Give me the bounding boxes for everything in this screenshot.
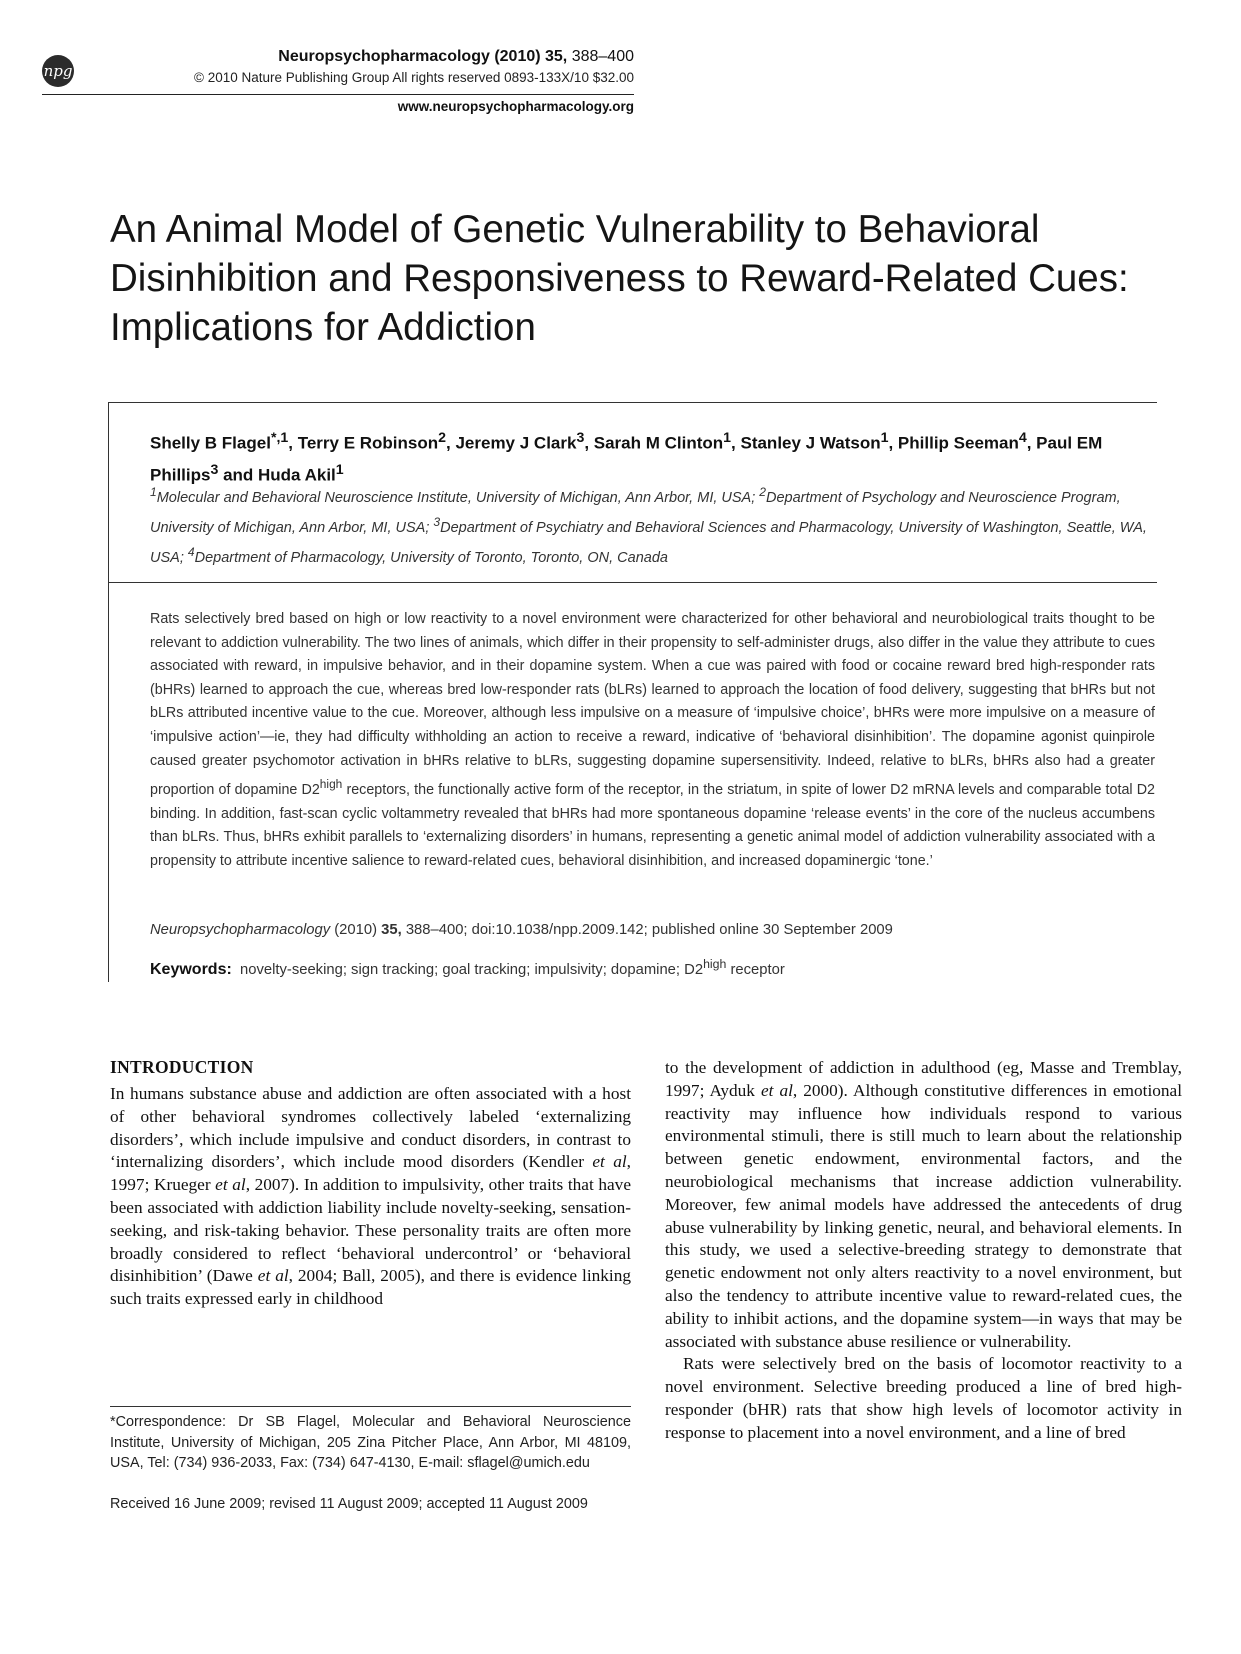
author-affiliation-mark: 3 bbox=[576, 430, 585, 446]
author-affiliation-mark: 1 bbox=[335, 461, 344, 478]
author-affiliation-mark: 4 bbox=[1018, 430, 1027, 446]
superscript: high bbox=[703, 957, 727, 971]
author-affiliation-mark: 1 bbox=[723, 430, 732, 446]
affiliation-text: Molecular and Behavioral Neuroscience Institute, University of Michigan, Ann Arbor, MI, USA; bbox=[156, 489, 760, 506]
abstract-text: Rats selectively bred based on high or low reactivity to a novel environment were characterized for other behavioral and neurobiological traits thought to be relevant to addiction vulnerability. The two lines of animals, which differ in their propensity to self-administer drugs, also differ in the value they attribute to cues associated with reward, in impulsive behavior, and in their dopamine system. When a cue was paired with food or cocaine reward bred high-responder rats (bHRs) learned to approach the cue, whereas bred low-responder rats (bLRs) learned to approach the location of food delivery, suggesting that bHRs but not bLRs attributed incentive value to the cue. Moreover, although less impulsive on a measure of ‘impulsive choice’, bHRs were more impulsive on a measure of ‘impulsive action’—ie, they had difficulty withholding an action to receive a reward, indicative of ‘behavioral disinhibition’. The dopamine agonist quinpirole caused greater psychomotor activation in bHRs relative to bLRs, suggesting dopamine supersensitivity. Indeed, relative to bLRs, bHRs also had a greater proportion of dopamine D2 bbox=[150, 611, 1155, 798]
authors-top-rule bbox=[108, 402, 1157, 403]
affiliation-text: Department of Psychology and Neuroscience Program, University of Michigan, Ann Arbor, MI, USA; bbox=[150, 489, 1121, 536]
authors-bottom-rule bbox=[108, 582, 1157, 583]
author-name: , Phillip Seeman bbox=[888, 433, 1019, 453]
header-rule bbox=[42, 94, 634, 95]
affiliation-text: Department of Pharmacology, University of Toronto, Toronto, ON, Canada bbox=[194, 549, 668, 566]
abstract bbox=[150, 608, 1155, 873]
journal-volume: Neuropsychopharmacology (2010) 35, bbox=[278, 48, 568, 65]
footnote-rule bbox=[110, 1406, 631, 1407]
copyright-line: © 2010 Nature Publishing Group All rights reserved 0893-133X/10 $32.00 bbox=[194, 70, 634, 85]
et-al: et al bbox=[257, 1266, 289, 1286]
journal-url[interactable]: www.neuropsychopharmacology.org bbox=[397, 99, 634, 114]
affiliations bbox=[150, 480, 1155, 569]
citation-journal: Neuropsychopharmacology bbox=[150, 922, 331, 938]
paragraph-text: , 2000). Although constitutive differences in emotional reactivity may influence how individuals respond to various environmental stimuli, there is still much to learn about the relationship between genetic endowment, environmental factors, and the neurobiological mechanisms that increase addiction vulnerability. Moreover, few animal models have addressed the antecedents of drug abuse vulnerability by linking genetic, neural, and behavioral elements. In this study, we used a selective-breeding strategy to demonstrate that genetic endowment not only alters reactivity to a novel environment, but also the tendency to attribute incentive value to reward-related cues, the ability to inhibit actions, and the dopamine system—in ways that may be associated with substance abuse resilience or vulnerability. bbox=[665, 1080, 1182, 1351]
paragraph-text: , 2004; Ball, 2005), and there is evidence linking such traits expressed early in childhood bbox=[110, 1266, 632, 1309]
paragraph bbox=[665, 1057, 1182, 1353]
received-dates: Received 16 June 2009; revised 11 August 2009; accepted 11 August 2009 bbox=[110, 1496, 588, 1512]
correspondence-footnote: *Correspondence: Dr SB Flagel, Molecular and Behavioral Neuroscience Institute, University of Michigan, 205 Zina Pitcher Place, Ann Arbor, MI 48109, USA, Tel: (734) 936-2033, Fax: (734) 647-4130, E-mail: sflagel@umich.edu bbox=[110, 1414, 631, 1471]
paragraph-text: , 1997; Krueger bbox=[110, 1152, 631, 1195]
paragraph-text: In humans substance abuse and addiction are often associated with a host of other behavioral syndromes collectively labeled ‘externalizing disorders’, which include impulsive and conduct disorders, in contrast to ‘internalizing disorders’, which include mood disorders (Kendler bbox=[110, 1084, 631, 1172]
author-name: , Jeremy J Clark bbox=[446, 433, 577, 453]
et-al: et al bbox=[760, 1080, 793, 1100]
abstract-text: receptors, the functionally active form of the receptor, in the striatum, in spite of lower D2 mRNA levels and comparable total D2 binding. In addition, fast-scan cyclic voltammetry revealed that bHRs had more spontaneous dopamine ‘release events’ in the core of the nucleus accumbens than bLRs. Thus, bHRs exhibit parallels to ‘externalizing disorders’ in humans, representing a genetic animal model of addiction vulnerability associated with a propensity to attribute incentive salience to reward-related cues, behavioral disinhibition, and increased dopaminergic ‘tone.’ bbox=[150, 781, 1155, 869]
paragraph-text: , 2007). In addition to impulsivity, other traits that have been associated with addiction liability include novelty-seeking, sensation-seeking, and risk-taking behavior. These personality traits are often more broadly considered to reflect ‘behavioral undercontrol’ or ‘behavioral disinhibition’ (Dawe bbox=[110, 1175, 631, 1286]
frame-vertical-rule bbox=[108, 402, 109, 982]
author-name: , Terry E Robinson bbox=[288, 433, 439, 453]
affiliation-text: Department of Psychiatry and Behavioral Sciences and Pharmacology, University of Washington, Seattle, WA, USA; bbox=[150, 519, 1147, 566]
keywords-tail: receptor bbox=[726, 961, 785, 978]
et-al: et al bbox=[215, 1175, 246, 1195]
journal-pages: 388–400 bbox=[571, 48, 634, 65]
keywords-label: Keywords: bbox=[150, 960, 232, 978]
journal-header bbox=[278, 48, 634, 66]
author-name: Shelly B Flagel bbox=[150, 433, 271, 453]
author-affiliation-mark: *,1 bbox=[270, 430, 289, 446]
author-list bbox=[150, 425, 1155, 488]
affiliation-mark: 2 bbox=[759, 485, 766, 499]
author-affiliation-mark: 2 bbox=[438, 430, 447, 446]
keywords bbox=[150, 953, 1155, 982]
author-name: , Paul EM Phillips bbox=[150, 433, 1103, 485]
keywords-list: novelty-seeking; sign tracking; goal tracking; impulsivity; dopamine; D2 bbox=[231, 961, 704, 978]
section-heading: INTRODUCTION bbox=[110, 1057, 254, 1077]
citation-details: 388–400; doi:10.1038/npp.2009.142; published online 30 September 2009 bbox=[401, 922, 893, 938]
paragraph-text: to the development of addiction in adulthood (eg, Masse and Tremblay, 1997; Ayduk bbox=[665, 1058, 1182, 1100]
paragraph: Rats were selectively bred on the basis of locomotor reactivity to a novel environment. Selective breeding produced a line of bred high-responder (bHR) rats that show high levels of locomotor activity in response to placement into a novel environment, and a line of bred bbox=[665, 1354, 1182, 1442]
author-name: , Stanley J Watson bbox=[731, 433, 881, 453]
intro-column-right bbox=[665, 1057, 1182, 1445]
affiliation-mark: 4 bbox=[187, 544, 195, 559]
author-name: , Sarah M Clinton bbox=[584, 433, 724, 453]
author-affiliation-mark: 3 bbox=[210, 461, 219, 478]
citation-year: (2010) bbox=[330, 922, 382, 938]
et-al: et al bbox=[592, 1152, 627, 1172]
citation-line bbox=[150, 919, 1155, 942]
author-name: and Huda Akil bbox=[218, 465, 336, 485]
affiliation-mark: 3 bbox=[433, 514, 441, 529]
author-affiliation-mark: 1 bbox=[880, 430, 889, 446]
superscript: high bbox=[319, 777, 343, 792]
citation-volume: 35, bbox=[381, 922, 402, 938]
intro-column-left bbox=[110, 1083, 631, 1311]
npg-logo: npg bbox=[42, 55, 74, 87]
affiliation-mark: 1 bbox=[150, 485, 157, 499]
article-title: An Animal Model of Genetic Vulnerability to Behavioral Disinhibition and Responsiveness to Reward-Related Cues: Implications for Addiction bbox=[110, 208, 1129, 349]
